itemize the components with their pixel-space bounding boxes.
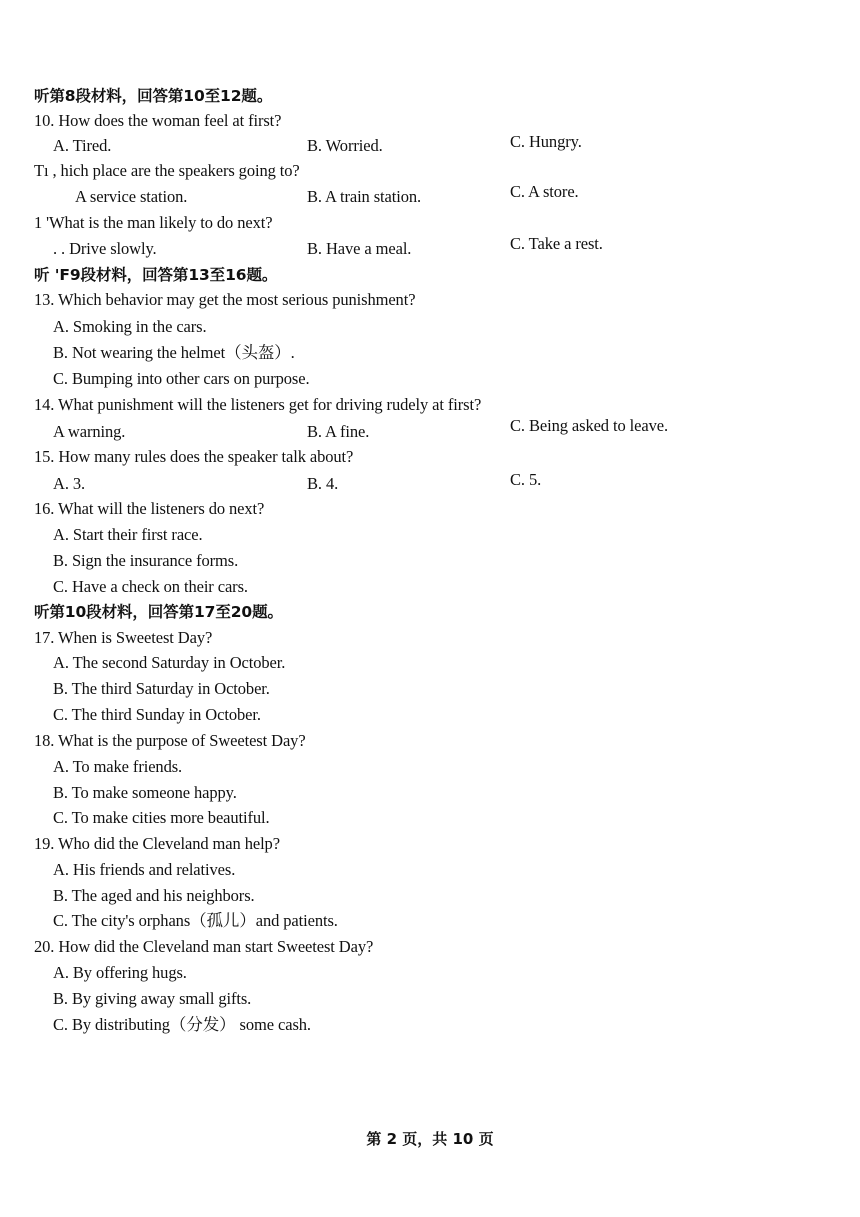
question-10: 10. How does the woman feel at first? [34, 111, 282, 130]
q20-option-b: B. By giving away small gifts. [53, 989, 252, 1008]
q20-option-c: C. By distributing（分发） some cash. [53, 1015, 311, 1034]
section-heading-10: 听第10段材料，回答第17至20题。 [34, 603, 283, 621]
q18-option-b: B. To make someone happy. [53, 783, 237, 802]
q17-option-c: C. The third Sunday in October. [53, 705, 261, 724]
q18-option-c: C. To make cities more beautiful. [53, 808, 270, 827]
q12-option-c: C. Take a rest. [510, 234, 603, 253]
q13-option-b: B. Not wearing the helmet（头盔）. [53, 343, 295, 362]
q14-option-b: B. A fine. [307, 422, 370, 441]
section-heading-9: 听 'F9段材料，回答第13至16题。 [34, 266, 278, 284]
q12-option-b: B. Have a meal. [307, 239, 412, 258]
q15-option-b: B. 4. [307, 474, 339, 493]
q16-option-b: B. Sign the insurance forms. [53, 551, 239, 570]
q19-option-c: C. The city's orphans（孤儿）and patients. [53, 911, 338, 930]
q10-option-a: A. Tired. [53, 136, 112, 155]
question-16: 16. What will the listeners do next? [34, 499, 265, 518]
q12-option-a: . . Drive slowly. [53, 239, 157, 258]
q19-option-a: A. His friends and relatives. [53, 860, 236, 879]
q16-option-c: C. Have a check on their cars. [53, 577, 248, 596]
q18-option-a: A. To make friends. [53, 757, 183, 776]
question-18: 18. What is the purpose of Sweetest Day? [34, 731, 306, 750]
q20-option-a: A. By offering hugs. [53, 963, 187, 982]
page-number-footer: 第 2 页，共 10 页 [366, 1130, 494, 1148]
question-15: 15. How many rules does the speaker talk about? [34, 447, 354, 466]
q10-option-b: B. Worried. [307, 136, 383, 155]
question-12: 1 'What is the man likely to do next? [34, 213, 273, 232]
question-14: 14. What punishment will the listeners get for driving rudely at first? [34, 395, 482, 414]
q10-option-c: C. Hungry. [510, 132, 582, 151]
q11-option-c: C. A store. [510, 182, 579, 201]
question-17: 17. When is Sweetest Day? [34, 628, 213, 647]
section-heading-8: 听第8段材料，回答第10至12题。 [34, 87, 273, 105]
q19-option-b: B. The aged and his neighbors. [53, 886, 255, 905]
question-19: 19. Who did the Cleveland man help? [34, 834, 280, 853]
question-11: Tı , hich place are the speakers going to? [34, 161, 300, 180]
q13-option-c: C. Bumping into other cars on purpose. [53, 369, 310, 388]
question-20: 20. How did the Cleveland man start Sweetest Day? [34, 937, 374, 956]
q11-option-a: A service station. [75, 187, 188, 206]
q14-option-a: A warning. [53, 422, 126, 441]
q17-option-b: B. The third Saturday in October. [53, 679, 270, 698]
q14-option-c: C. Being asked to leave. [510, 416, 668, 435]
question-13: 13. Which behavior may get the most serious punishment? [34, 290, 416, 309]
q11-option-b: B. A train station. [307, 187, 422, 206]
q16-option-a: A. Start their first race. [53, 525, 203, 544]
q15-option-a: A. 3. [53, 474, 86, 493]
q17-option-a: A. The second Saturday in October. [53, 653, 286, 672]
q15-option-c: C. 5. [510, 470, 542, 489]
q13-option-a: A. Smoking in the cars. [53, 317, 207, 336]
